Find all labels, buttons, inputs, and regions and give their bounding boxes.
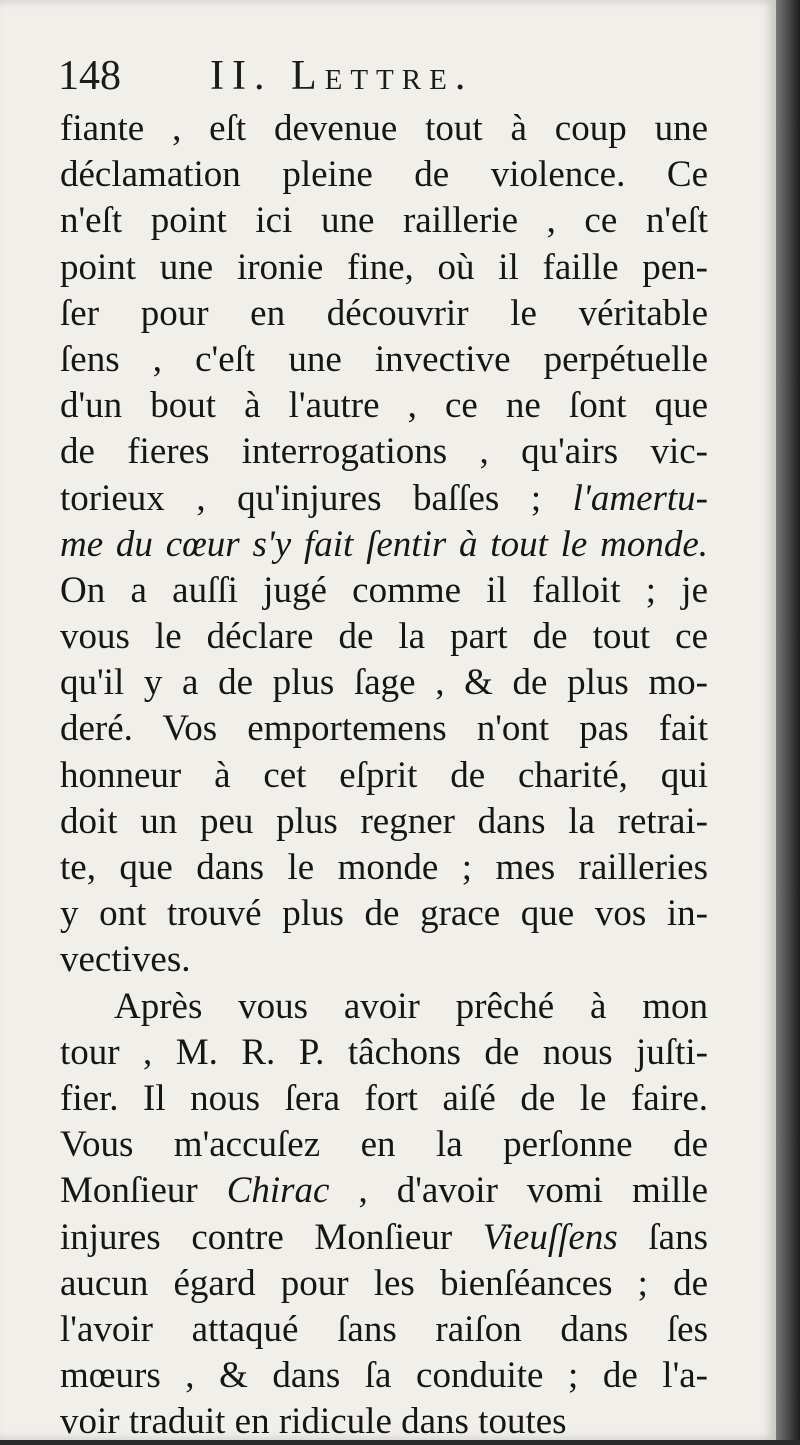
line-text: honneur à cet eſprit de charité, qui [60,754,708,796]
italic-text: Vieuſſens [482,1216,618,1258]
line-text: point une ironie fine, où il faille pen- [60,246,708,288]
text-line [60,1307,708,1353]
line-text: ſens , c'eſt une invective perpétuelle [60,338,708,380]
text-line [60,245,708,291]
text-line [60,984,708,1030]
line-text: qu'il y a de plus ſage , & de plus mo- [60,662,708,704]
line-text: n'eſt point ici une raillerie , ce n'eſt [60,200,708,242]
line-text: aucun égard pour les bienſéances ; de [60,1262,708,1304]
text-line [60,1399,708,1445]
text-line [60,198,708,244]
text-line [60,383,708,429]
italic-text: me du cœur s'y fait ſentir à tout le monde. [60,523,708,565]
text-line [60,614,708,660]
text-line [60,1168,708,1214]
text-line [60,753,708,799]
line-text: mœurs , & dans ſa conduite ; de l'a- [60,1355,708,1397]
line-text: d'un bout à l'autre , ce ne ſont que [60,385,708,427]
text-line [60,660,708,706]
text-line [60,522,708,568]
line-text: deré. Vos emportemens n'ont pas fait [60,708,708,750]
line-text: Monſieur [60,1170,227,1212]
text-line [60,476,708,522]
page-header [58,48,718,104]
running-head: II. Lettre. [210,53,474,99]
line-text: tour , M. R. P. tâchons de nous juſti- [60,1031,708,1073]
line-text: l'avoir attaqué ſans raiſon dans ſes [60,1308,708,1350]
line-text: , d'avoir vomi mille [329,1170,709,1212]
text-line [60,429,708,475]
line-text: te, que dans le monde ; mes railleries [60,847,708,888]
text-line [60,1030,708,1076]
text-line [60,706,708,752]
line-text: ſer pour en découvrir le véritable [60,292,708,334]
text-line [60,1353,708,1399]
line-text: injures contre Monſieur [60,1216,483,1258]
line-text: fiante , eſt devenue tout à coup une [60,108,708,149]
text-line [60,1215,708,1261]
text-line [60,1261,708,1307]
page-edge [776,0,800,1440]
text-line [60,1076,708,1122]
italic-text: l'amertu- [572,477,708,519]
text-line [60,568,708,614]
line-text: vectives. [60,939,191,981]
line-text: torieux , qu'injures baſſes ; [60,477,573,519]
paragraph-2 [60,984,708,1445]
text-line [60,337,708,383]
line-text: déclamation pleine de violence. Ce [60,154,708,196]
text-line [60,152,708,198]
line-text: Vous m'accuſez en la perſonne de [60,1124,708,1166]
line-text: ſans [617,1216,708,1258]
line-text: Après vous avoir prêché à mon [114,985,708,1027]
text-line [60,799,708,845]
line-text: On a auſſi jugé comme il falloit ; je [60,569,708,611]
text-line [60,1122,708,1168]
line-text: vous le déclare de la part de tout ce [60,616,708,658]
line-text: fier. Il nous ſera fort aiſé de le faire. [60,1077,708,1119]
text-line [60,291,708,337]
line-text: y ont trouvé plus de grace que vos in- [60,893,708,935]
line-text: doit un peu plus regner dans la retrai- [60,800,708,842]
italic-text: Chirac [226,1170,330,1212]
text-line [60,106,708,152]
line-text: de fieres interrogations , qu'airs vic- [60,431,708,473]
text-line [60,891,708,937]
body-text [60,106,708,1445]
text-line [60,845,708,891]
line-text: voir traduit en ridicule dans toutes [60,1401,567,1443]
paragraph-1 [60,106,708,984]
page-number: 148 [58,53,121,99]
text-line [60,937,708,983]
